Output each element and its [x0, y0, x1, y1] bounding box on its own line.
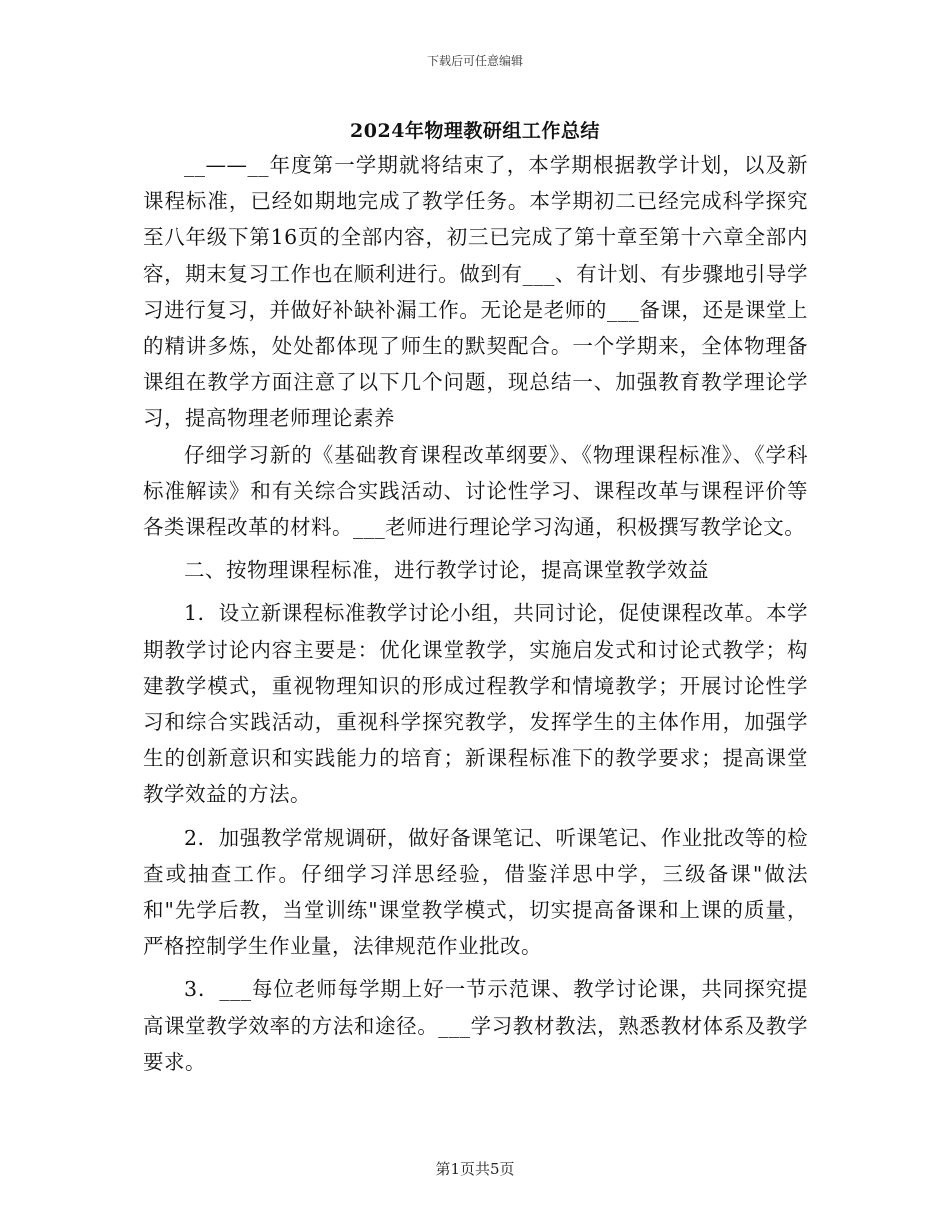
paragraph-item-1: 1．设立新课程标准教学讨论小组，共同讨论，促使课程改革。本学期教学讨论内容主要是：优化课堂教学，实施启发式和讨论式教学；构建教学模式，重视物理知识的形成过程教学和情境教学；开展讨论性学习和综合实践活动，重视科学探究教学，发挥学生的主体作用，加强学生的创新意识和实践能力的培育；新课程标准下的教学要求；提高课堂教学效益的方法。: [143, 601, 808, 807]
paragraph-item-2: 2．加强教学常规调研，做好备课笔记、听课笔记、作业批改等的检查或抽查工作。仔细学习洋思经验，借鉴洋思中学，三级备课"做法和"先学后教，当堂训练"课堂教学模式，切实提高备课和上课的质量，严格控制学生作业量，法律规范作业批改。: [143, 825, 808, 959]
paragraph-item-3: 3．___每位老师每学期上好一节示范课、教学讨论课，共同探究提高课堂教学效率的方法和途径。___学习教材教法，熟悉教材体系及教学要求。: [143, 977, 808, 1074]
section-heading-two: 二、按物理课程标准，进行教学讨论，提高课堂教学效益: [184, 558, 709, 583]
document-title: 2024年物理教研组工作总结: [350, 120, 600, 142]
page-header: 下载后可任意编辑: [426, 54, 523, 68]
paragraph-theory-study: 仔细学习新的《基础教育课程改革纲要》、《物理课程标准》、《学科标准解读》和有关综合实践活动、讨论性学习、课程改革与课程评价等各类课程改革的材料。___老师进行理论学习沟通，积极撰写教学论文。: [143, 442, 808, 540]
paragraph-intro: __——__年度第一学期就将结束了，本学期根据教学计划，以及新课程标准，已经如期地完成了教学任务。本学期初二已经完成科学探究至八年级下第16页的全部内容，初三已完成了第十章至第十六章全部内容，期末复习工作也在顺利进行。做到有___、有计划、有步骤地引导学习进行复习，并做好补缺补漏工作。无论是老师的___备课，还是课堂上的精讲多炼，处处都体现了师生的默契配合。一个学期来，全体物理备课组在教学方面注意了以下几个问题，现总结一、加强教育教学理论学习，提高物理老师理论素养: [143, 153, 808, 431]
document-body: [143, 147, 808, 1080]
page-footer: 第1页共5页: [435, 1160, 515, 1178]
